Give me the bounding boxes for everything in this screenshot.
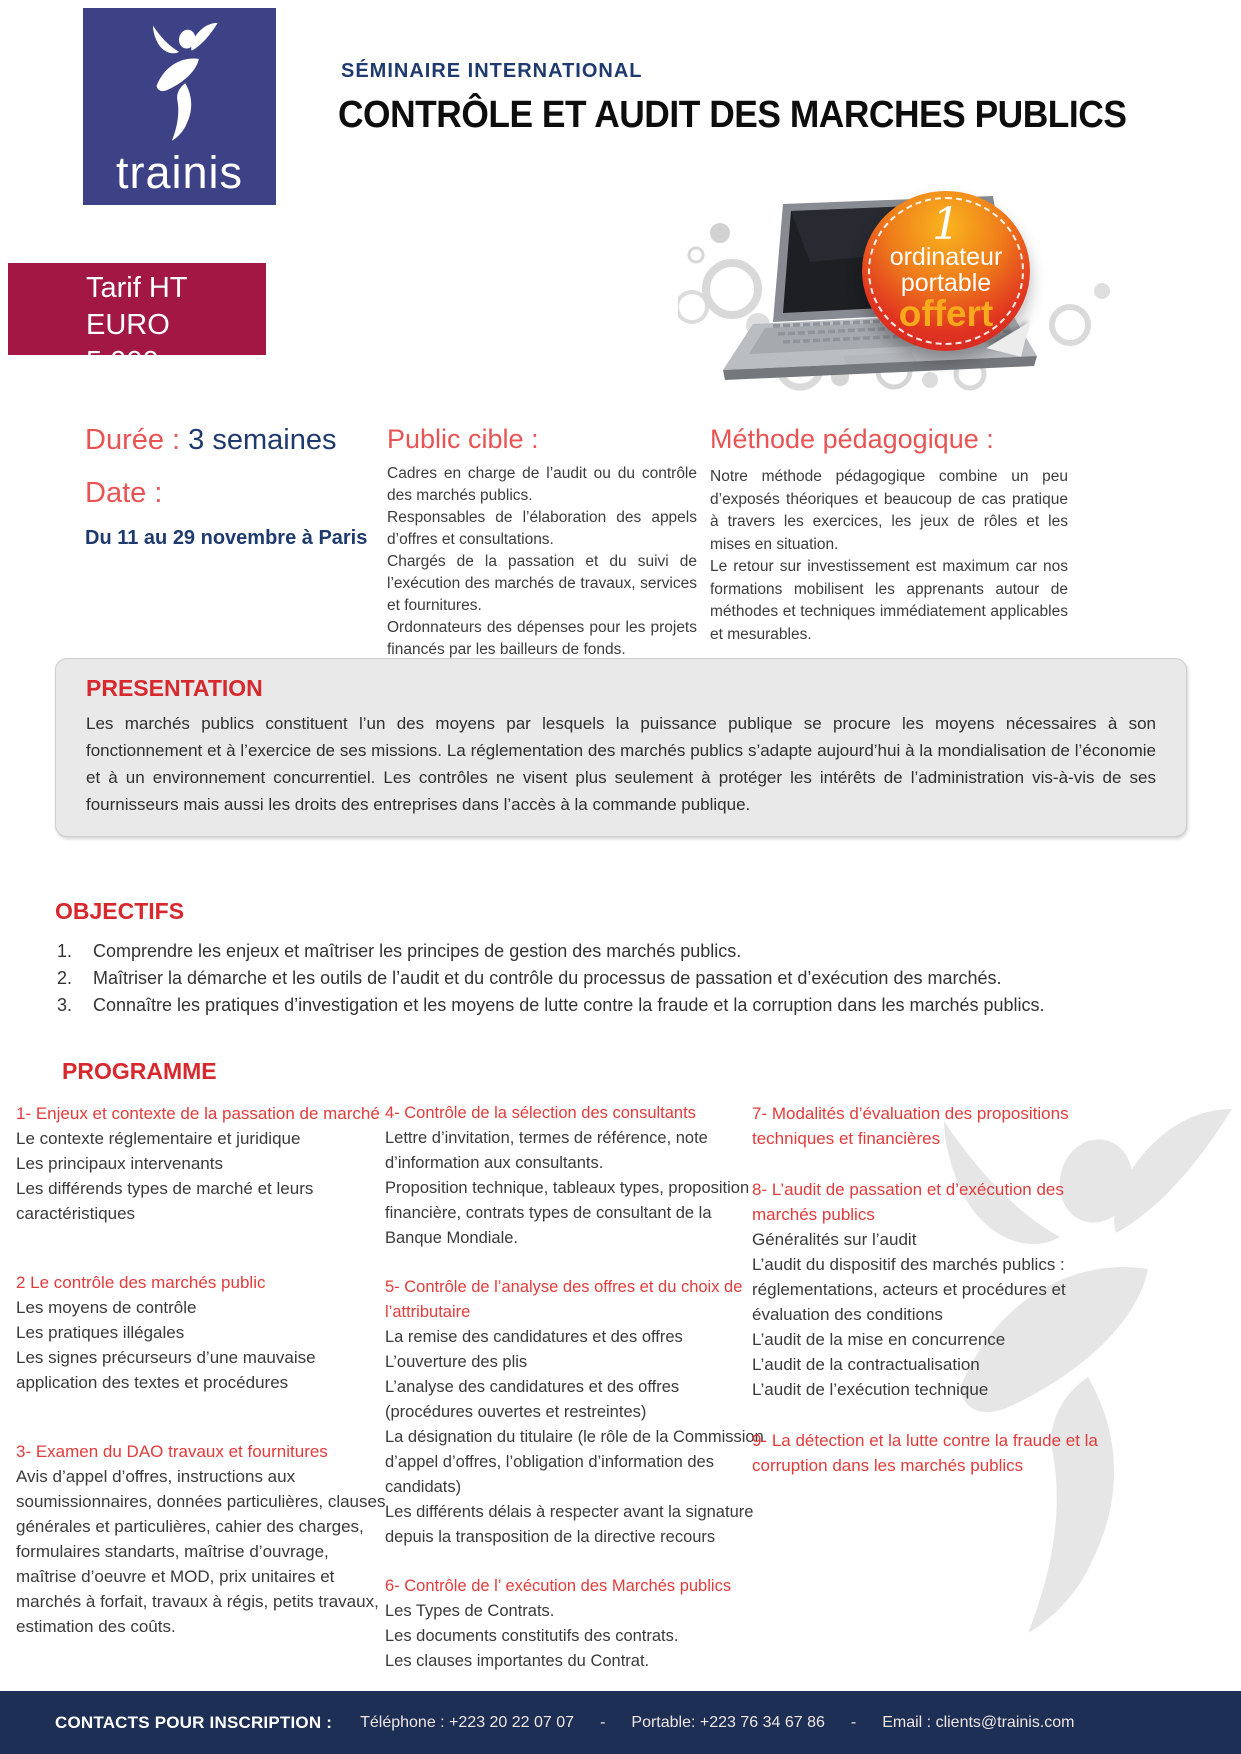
programme-section bbox=[16, 1439, 391, 1639]
footer-label: CONTACTS POUR INSCRIPTION : bbox=[55, 1712, 333, 1732]
programme-line: Les signes précurseurs d’une mauvaise application des textes et procédures bbox=[16, 1348, 316, 1392]
programme-line: Les pratiques illégales bbox=[16, 1323, 185, 1342]
programme-line: La remise des candidatures et des offres bbox=[385, 1328, 683, 1346]
programme-section-heading: 5- Contrôle de l’analyse des offres et du choix de l’attributaire bbox=[385, 1278, 743, 1321]
programme-line: L’audit de la contractualisation bbox=[752, 1355, 980, 1374]
programme-line: Le contexte réglementaire et juridique bbox=[16, 1129, 301, 1148]
footer-contact-item: - bbox=[600, 1713, 606, 1731]
jumping-person-icon bbox=[124, 22, 242, 148]
programme-line: L’analyse des candidatures et des offres (procédures ouvertes et restreintes) bbox=[385, 1378, 680, 1421]
objectifs-item-number: 2. bbox=[57, 968, 73, 988]
footer-contact-item: Téléphone : +223 20 22 07 07 bbox=[360, 1713, 575, 1731]
objectifs-item-number: 3. bbox=[57, 995, 73, 1015]
footer-contact-item: Portable: +223 76 34 67 86 bbox=[631, 1713, 825, 1731]
footer-contacts bbox=[360, 1714, 1100, 1732]
duree-label: Durée : bbox=[85, 424, 181, 456]
badge-line-portable: portable bbox=[900, 269, 992, 297]
duree-line bbox=[85, 424, 336, 457]
programme-line: Les principaux intervenants bbox=[16, 1154, 223, 1173]
objectifs-item-number: 1. bbox=[57, 941, 73, 961]
duree-value: 3 semaines bbox=[188, 424, 337, 456]
tarif-amount: 5 000 bbox=[86, 346, 159, 378]
programme-line: Les différends types de marché et leurs caractéristiques bbox=[16, 1179, 314, 1223]
footer-contact-item: Email : clients@trainis.com bbox=[882, 1713, 1075, 1731]
objectifs-list bbox=[57, 938, 1172, 1019]
programme-section bbox=[16, 1270, 391, 1395]
programme-section bbox=[752, 1101, 1114, 1151]
programme-line: L’audit de l’exécution technique bbox=[752, 1380, 989, 1399]
programme-line: Proposition technique, tableaux types, proposition financière, contrats types de consultant de la Banque Mondiale. bbox=[385, 1179, 750, 1247]
programme-column-1 bbox=[16, 1101, 391, 1683]
tarif-label: Tarif HT EURO bbox=[86, 272, 187, 341]
date-value: Du 11 au 29 novembre à Paris bbox=[85, 527, 368, 549]
methode-body bbox=[710, 466, 1068, 646]
programme-section-heading: 7- Modalités d’évaluation des propositions techniques et financières bbox=[752, 1104, 1069, 1148]
programme-section bbox=[752, 1428, 1114, 1478]
programme-line: Les différents délais à respecter avant la signature depuis la transposition de la directive recours bbox=[385, 1503, 754, 1546]
programme-line: Les clauses importantes du Contrat. bbox=[385, 1652, 650, 1670]
public-cible-item: Chargés de la passation et du suivi de l’exécution des marchés de travaux, services et fournitures. bbox=[387, 553, 697, 614]
programme-line: Avis d’appel d’offres, instructions aux soumissionnaires, données particulières, clauses générales et particulières, cahier des charges, formulaires standarts, maîtrise d’ouvrage, maîtrise d’oeuvre et MOD, prix unitaires et marchés à forfait, travaux à régis, petits travaux, estimation des coûts. bbox=[16, 1467, 386, 1636]
programme-section bbox=[385, 1101, 769, 1251]
public-cible-body bbox=[387, 463, 697, 683]
trainis-logo bbox=[83, 8, 276, 205]
programme-section bbox=[385, 1275, 769, 1550]
programme-line: Généralités sur l’audit bbox=[752, 1230, 917, 1249]
programme-line: Les documents constitutifs des contrats. bbox=[385, 1627, 679, 1645]
programme-section-heading: 2 Le contrôle des marchés public bbox=[16, 1273, 266, 1292]
presentation-title: PRESENTATION bbox=[86, 675, 263, 701]
seminar-kicker: SÉMINAIRE INTERNATIONAL bbox=[341, 60, 643, 82]
public-cible-item: Ordonnateurs des dépenses pour les projets financés par les bailleurs de fonds. bbox=[387, 619, 697, 658]
programme-line: L’audit du dispositif des marchés publics : réglementations, acteurs et procédures et évaluation des conditions bbox=[752, 1255, 1066, 1324]
programme-line: Lettre d’invitation, termes de référence, note d’information aux consultants. bbox=[385, 1129, 708, 1172]
programme-section bbox=[16, 1101, 391, 1226]
programme-section-heading: 6- Contrôle de l’ exécution des Marchés publics bbox=[385, 1577, 732, 1595]
offer-badge bbox=[862, 191, 1030, 351]
programme-title: PROGRAMME bbox=[62, 1058, 217, 1084]
date-label: Date : bbox=[85, 477, 163, 509]
badge-line-offert: offert bbox=[898, 293, 994, 334]
public-cible-title: Public cible : bbox=[387, 424, 539, 454]
methode-paragraph: Le retour sur investissement est maximum car nos formations mobilisent les apprenants autour de méthodes et techniques immédiatement applicables et mesurables. bbox=[710, 558, 1068, 643]
public-cible-item: Cadres en charge de l’audit ou du contrôle des marchés publics. bbox=[387, 465, 697, 504]
methode-paragraph: Notre méthode pédagogique combine un peu d’exposés théoriques et beaucoup de cas pratique à travers les exercices, les jeux de rôles et les mises en situation. bbox=[710, 468, 1068, 553]
methode-title: Méthode pédagogique : bbox=[710, 424, 994, 454]
programme-line: La désignation du titulaire (le rôle de la Commission d’appel d’offres, l’obligation d’information des candidats) bbox=[385, 1428, 764, 1496]
programme-column-2 bbox=[385, 1101, 769, 1698]
programme-section bbox=[752, 1177, 1114, 1402]
programme-section-heading: 1- Enjeux et contexte de la passation de marché bbox=[16, 1104, 380, 1123]
objectifs-item bbox=[57, 992, 1172, 1019]
objectifs-item bbox=[57, 938, 1172, 965]
tarif-box bbox=[8, 263, 266, 378]
page-title: CONTRÔLE ET AUDIT DES MARCHES PUBLICS bbox=[338, 94, 1127, 136]
objectifs-item-text: Maîtriser la démarche et les outils de l’audit et du contrôle du processus de passation et d’exécution des marchés. bbox=[93, 968, 1002, 988]
objectifs-item-text: Connaître les pratiques d’investigation et les moyens de lutte contre la fraude et la corruption dans les marchés publics. bbox=[93, 995, 1045, 1015]
programme-section-heading: 3- Examen du DAO travaux et fournitures bbox=[16, 1442, 328, 1461]
programme-line: Les Types de Contrats. bbox=[385, 1602, 555, 1620]
programme-line: Les moyens de contrôle bbox=[16, 1298, 197, 1317]
programme-line: L’audit de la mise en concurrence bbox=[752, 1330, 1006, 1349]
objectifs-item-text: Comprendre les enjeux et maîtriser les principes de gestion des marchés publics. bbox=[93, 941, 742, 961]
public-cible-item: Responsables de l’élaboration des appels d’offres et consultations. bbox=[387, 509, 697, 548]
programme-column-3 bbox=[752, 1101, 1114, 1504]
footer-contact-item: - bbox=[850, 1713, 857, 1731]
objectifs-item bbox=[57, 965, 1172, 992]
objectifs-title: OBJECTIFS bbox=[55, 898, 185, 924]
badge-number: 1 bbox=[932, 199, 960, 250]
presentation-body: Les marchés publics constituent l’un des moyens par lesquels la puissance publique se procure les moyens nécessaires à son fonctionnement et à l’exercice de ses missions. La réglementation des marchés publics s’adapte aujourd’hui à la mondialisation de l’économie et à un environnement concurrentiel. Les contrôles ne visent plus seulement à protéger les intérêts de l’administration vis-à-vis de ses fournisseurs mais aussi les droits des entreprises dans l’accès à la commande publique. bbox=[86, 714, 1156, 814]
presentation-box bbox=[55, 658, 1187, 837]
programme-section-heading: 9- La détection et la lutte contre la fraude et la corruption dans les marchés publics bbox=[752, 1431, 1098, 1475]
programme-section-heading: 4- Contrôle de la sélection des consultants bbox=[385, 1104, 696, 1122]
programme-line: L’ouverture des plis bbox=[385, 1353, 528, 1371]
programme-section-heading: 8- L’audit de passation et d’exécution des marchés publics bbox=[752, 1180, 1064, 1224]
logo-text: trainis bbox=[115, 147, 244, 198]
footer-bar bbox=[0, 1691, 1241, 1754]
programme-section bbox=[385, 1574, 769, 1674]
badge-line-ordinateur: ordinateur bbox=[889, 243, 1003, 271]
